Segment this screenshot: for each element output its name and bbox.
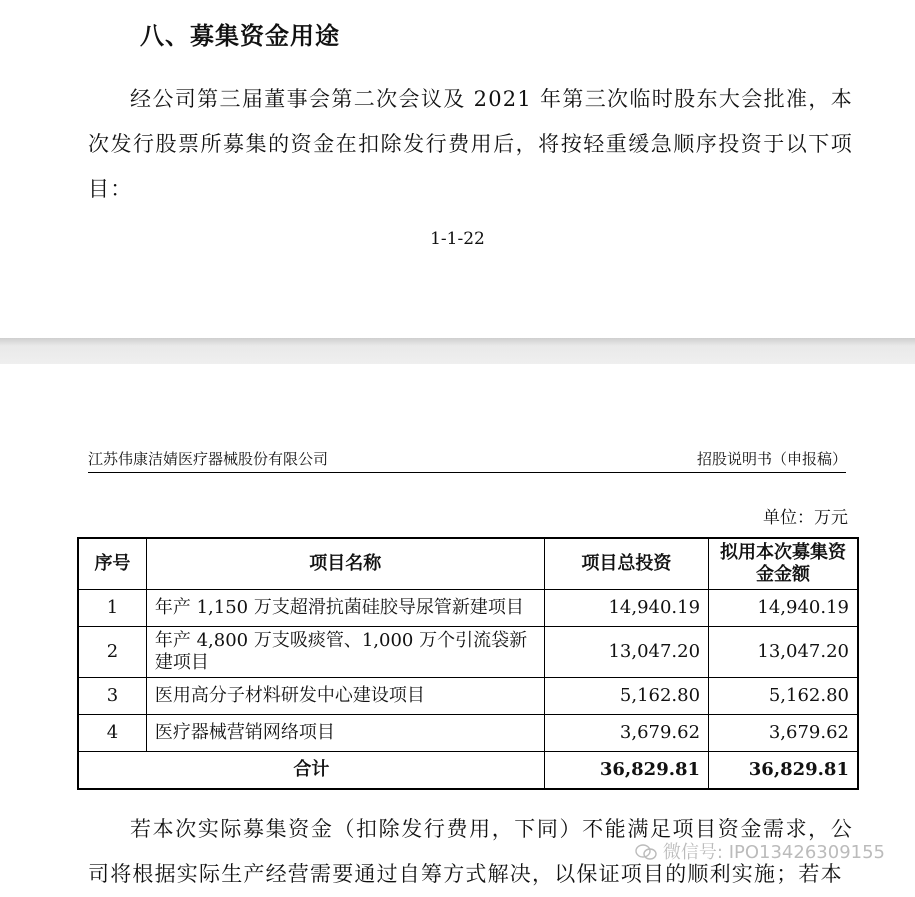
wechat-icon (635, 844, 657, 860)
watermark (635, 838, 885, 864)
sum-total: 36,829.81 (544, 752, 708, 790)
row-raise: 3,679.62 (709, 715, 858, 752)
row-raise: 5,162.80 (709, 678, 858, 715)
table-header-row (78, 538, 858, 590)
table-row (78, 627, 858, 678)
row-no: 2 (78, 627, 146, 678)
sum-raise: 36,829.81 (709, 752, 858, 790)
row-name: 年产 4,800 万支吸痰管、1,000 万个引流袋新建项目 (146, 627, 544, 678)
table-sum-row (78, 752, 858, 790)
header-rule (88, 472, 846, 473)
row-total: 13,047.20 (544, 627, 708, 678)
col-header-no: 序号 (78, 538, 146, 590)
table-row (78, 678, 858, 715)
funds-table (77, 537, 859, 790)
sum-label: 合计 (78, 752, 544, 790)
watermark-text: 微信号: IPO13426309155 (662, 842, 885, 863)
row-no: 1 (78, 590, 146, 627)
header-doc-type: 招股说明书（申报稿） (696, 450, 847, 468)
row-raise: 14,940.19 (709, 590, 858, 627)
row-no: 4 (78, 715, 146, 752)
table-row (78, 590, 858, 627)
page-number: 1-1-22 (430, 229, 485, 249)
page-separator (0, 338, 915, 364)
row-name: 年产 1,150 万支超滑抗菌硅胶导尿管新建项目 (146, 590, 544, 627)
page-top (0, 0, 915, 338)
section-heading: 八、募集资金用途 (140, 22, 340, 50)
row-total: 5,162.80 (544, 678, 708, 715)
row-raise: 13,047.20 (709, 627, 858, 678)
following-paragraph: 若本次实际募集资金（扣除发行费用，下同）不能满足项目资金需求，公司将根据实际生产经营需要通过自筹方式解决，以保证项目的顺利实施；若本 (88, 817, 853, 886)
header-company: 江苏伟康洁婧医疗器械股份有限公司 (88, 450, 329, 468)
col-header-raise: 拟用本次募集资金金额 (709, 538, 858, 590)
col-header-name: 项目名称 (146, 538, 544, 590)
row-name: 医疗器械营销网络项目 (146, 715, 544, 752)
table-unit: 单位：万元 (763, 508, 848, 528)
row-total: 14,940.19 (544, 590, 708, 627)
intro-paragraph: 经公司第三届董事会第二次会议及 2021 年第三次临时股东大会批准，本次发行股票所募集的资金在扣除发行费用后，将按轻重缓急顺序投资于以下项目： (88, 87, 853, 201)
row-total: 3,679.62 (544, 715, 708, 752)
table-row (78, 715, 858, 752)
row-no: 3 (78, 678, 146, 715)
col-header-total: 项目总投资 (544, 538, 708, 590)
row-name: 医用高分子材料研发中心建设项目 (146, 678, 544, 715)
